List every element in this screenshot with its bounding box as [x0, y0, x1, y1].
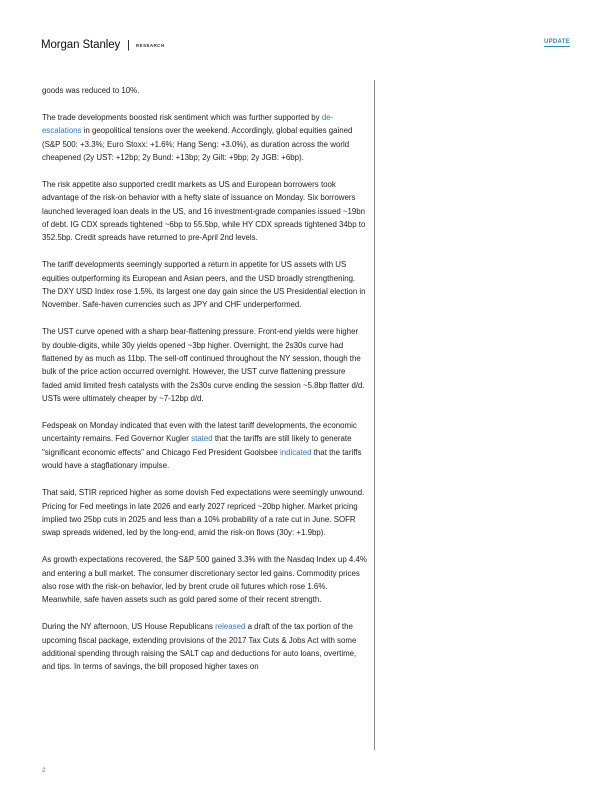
stated-link[interactable]: stated: [191, 434, 213, 444]
paragraph-1: [42, 84, 367, 97]
paragraph-3: [42, 178, 367, 245]
paragraph-text: The trade developments boosted risk sentiment which was further supported by: [42, 112, 322, 122]
indicated-link[interactable]: indicated: [279, 447, 312, 457]
released-link[interactable]: released: [215, 622, 246, 632]
paragraph-text: That said, STIR repriced higher as some dovish Fed expectations were seemingly unwound. Pricing for Fed meetings in late 2026 and early 2027 repriced ~20bp higher. Market pricing implied two 25bp cuts in 2025 and less than a 10% probability of a rate cut in June. SOFR swap spreads widened, led by the long-end, amid the risk-on flows (30y: +1.9bp).: [42, 488, 365, 538]
paragraph-text: a draft of the tax portion of the upcoming fiscal package, extending provisions of the 2017 Tax Cuts & Jobs Act with some additional spending through raising the SALT cap and deductions for auto loans, overtime, and tips. In terms of savings, the bill proposed higher taxes on: [42, 622, 357, 672]
paragraph-4: [42, 258, 367, 312]
section-label: RESEARCH: [136, 42, 165, 48]
paragraph-text: As growth expectations recovered, the S&P 500 gained 3.3% with the Nasdaq Index up 4.4% and entering a bull market. The consumer discretionary sector led gains. Commodity prices also rose with the risk-on behavior, led by brent crude oil futures which rose 1.6%. Meanwhile, safe haven assets such as gold pared some of their recent strength.: [42, 555, 367, 605]
column-divider: [374, 80, 375, 750]
header-separator: |: [127, 39, 131, 51]
paragraph-8: [42, 553, 367, 607]
de-escalations-link[interactable]: de-escalations: [42, 112, 334, 136]
update-badge: UPDATE: [543, 39, 570, 45]
paragraph-6: [42, 419, 367, 473]
morgan-stanley-logo[interactable]: Morgan Stanley: [41, 39, 121, 51]
paragraph-2: [42, 111, 367, 165]
paragraph-5: [42, 325, 367, 405]
paragraph-text: in geopolitical tensions over the weekend. Accordingly, global equities gained (S&P 500: +3.3%; Euro Stoxx: +1.6%; Hang Seng: +3.0%), as duration across the world cheapened (2y UST: +12bp; 2y Bund: +13bp; 2y Gilt: +9bp; 2y JGB: +6bp).: [42, 126, 353, 163]
paragraph-text: The UST curve opened with a sharp bear-flattening pressure. Front-end yields were higher by double-digits, while 30y yields opened ~3bp higher. Overnight, the 2s30s curve had flattened by as much as 11bp. The sell-off continued throughout the NY session, though the bulk of the price action occurred overnight. However, the UST curve flattening pressure faded amid limited fresh catalysts with the 2s30s curve ending the session ~5.8bp flatter d/d. USTs were ultimately cheaper by ~7-12bp d/d.: [42, 327, 365, 404]
paragraph-text: The tariff developments seemingly supported a return in appetite for US assets with US equities outperforming its European and Asian peers, and the USD broadly strengthening. The DXY USD Index rose 1.5%, its largest one day gain since the US Presidential election in November. Safe-haven currencies such as JPY and CHF underperformed.: [42, 260, 366, 310]
paragraph-text: Fedspeak on Monday indicated that even with the latest tariff developments, the economic uncertainty remains. Fed Governor Kugler: [42, 421, 357, 444]
paragraph-text: that the tariffs would have a stagflationary impulse.: [42, 447, 362, 471]
paragraph-text: During the NY afternoon, US House Republicans: [42, 622, 216, 632]
article-body: [42, 84, 367, 687]
paragraph-text: goods was reduced to 10%.: [42, 86, 140, 95]
paragraph-text: that the tariffs are still likely to generate "significant economic effects" and Chicago Fed President Goolsbee: [42, 434, 352, 457]
paragraph-9: [42, 620, 367, 674]
paragraph-7: [42, 486, 367, 540]
page-number: 2: [42, 767, 46, 774]
paragraph-text: The risk appetite also supported credit markets as US and European borrowers took advantage of the risk-on behavior with a hefty slate of issuance on Monday. Six borrowers launched leveraged loan deals in the US, and 16 investment-grade companies issued ~19bn of debt. IG CDX spreads tightened ~6bp to 55.5bp, while HY CDX spreads tightened 34bp to 352.5bp. Credit spreads have returned to pre-April 2nd levels.: [42, 179, 366, 243]
page-header: [41, 38, 164, 52]
